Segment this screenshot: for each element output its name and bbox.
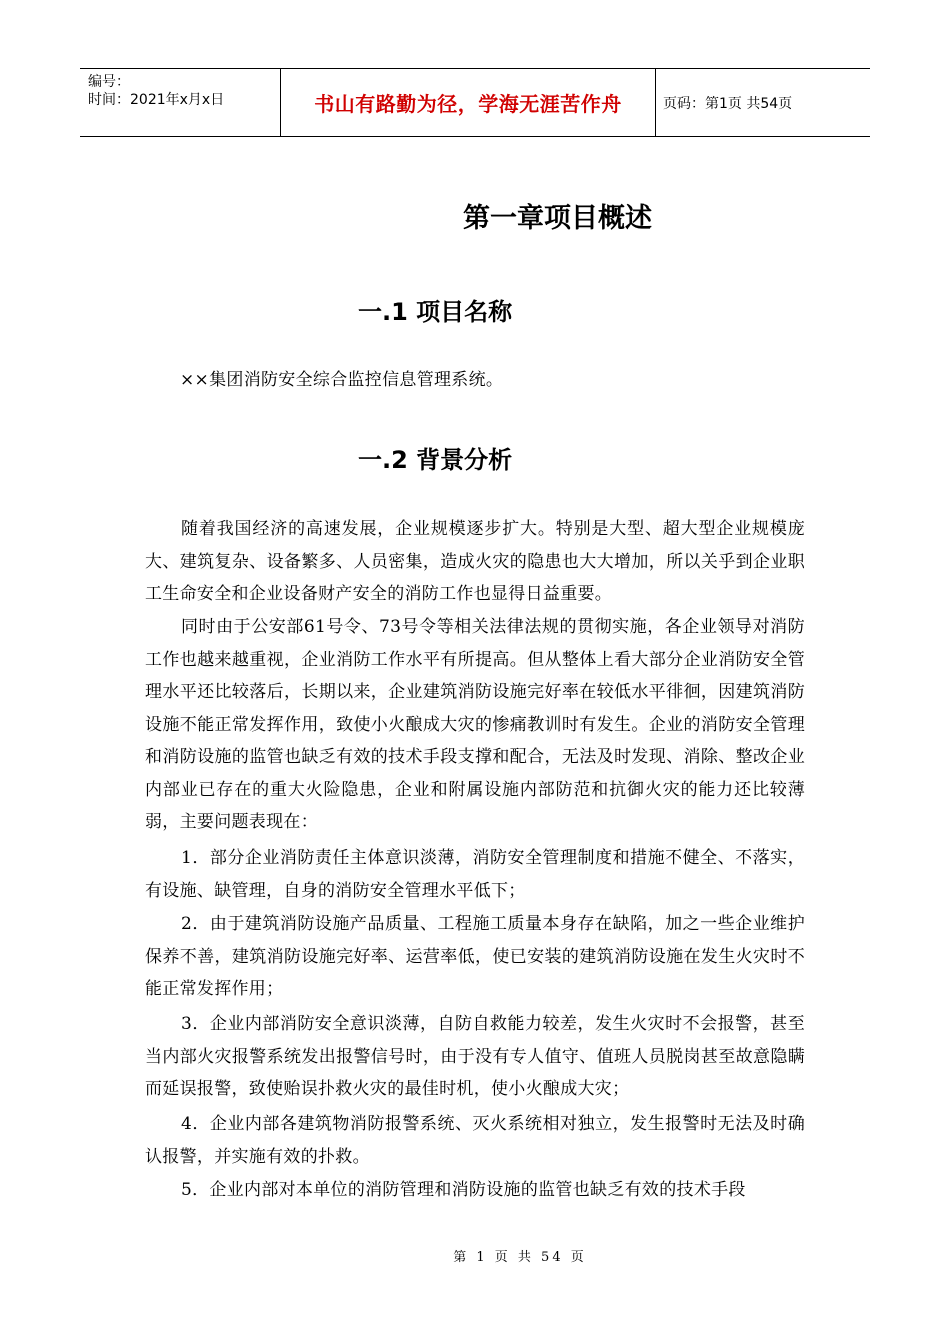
- page-footer: 第 1 页 共 54 页: [453, 1250, 587, 1265]
- project-name-text: ××集团消防安全综合监控信息管理系统。: [180, 370, 504, 390]
- document-date-label: 时间：2021年x月x日: [88, 92, 225, 108]
- chapter-title: 第一章项目概述: [463, 203, 652, 234]
- document-number-label: 编号：: [88, 74, 130, 90]
- header-page-code-cell: [663, 69, 870, 136]
- paragraph: 随着我国经济的高速发展，企业规模逐步扩大。特别是大型、超大型企业规模庞大、建筑复杂、设备繁多、人员密集，造成火灾的隐患也大大增加，所以关乎到企业职工生命安全和企业设备财产安全的消防工作也显得日益重要。: [145, 519, 805, 604]
- section-heading-project-name: 一.1 项目名称: [358, 298, 513, 326]
- header-meta: [80, 69, 280, 136]
- paragraph: 同时由于公安部61号令、73号令等相关法律法规的贯彻实施，各企业领导对消防工作也越来越重视，企业消防工作水平有所提高。但从整体上看大部分企业消防安全管理水平还比较落后，长期以来，企业建筑消防设施完好率在较低水平徘徊，因建筑消防设施不能正常发挥作用，致使小火酿成大灾的惨痛教训时有发生。企业的消防安全管理和消防设施的监管也缺乏有效的技术手段支撑和配合，无法及时发现、消除、整改企业内部业已存在的重大火险隐患，企业和附属设施内部防范和抗御火灾的能力还比较薄弱，主要问题表现在：: [145, 617, 805, 832]
- header-motto-cell: [280, 69, 656, 136]
- section-heading-background: 一.2 背景分析: [358, 446, 513, 474]
- list-item: 2．由于建筑消防设施产品质量、工程施工质量本身存在缺陷，加之一些企业维护保养不善，建筑消防设施完好率、运营率低，使已安装的建筑消防设施在发生火灾时不能正常发挥作用；: [145, 914, 805, 999]
- header-page-code: 页码：第1页 共54页: [663, 95, 793, 112]
- header-motto: 书山有路勤为径，学海无涯苦作舟: [314, 92, 622, 116]
- list-item: 3．企业内部消防安全意识淡薄，自防自救能力较差，发生火灾时不会报警，甚至当内部火灾报警系统发出报警信号时，由于没有专人值守、值班人员脱岗甚至故意隐瞒而延误报警，致使贻误扑救火灾的最佳时机，使小火酿成大灾；: [145, 1014, 805, 1099]
- page-header: [80, 68, 870, 137]
- list-item: 5．企业内部对本单位的消防管理和消防设施的监管也缺乏有效的技术手段: [181, 1180, 746, 1200]
- list-item: 1．部分企业消防责任主体意识淡薄，消防安全管理制度和措施不健全、不落实，有设施、缺管理，自身的消防安全管理水平低下；: [145, 848, 805, 901]
- list-item: 4．企业内部各建筑物消防报警系统、灭火系统相对独立，发生报警时无法及时确认报警，并实施有效的扑救。: [145, 1114, 805, 1167]
